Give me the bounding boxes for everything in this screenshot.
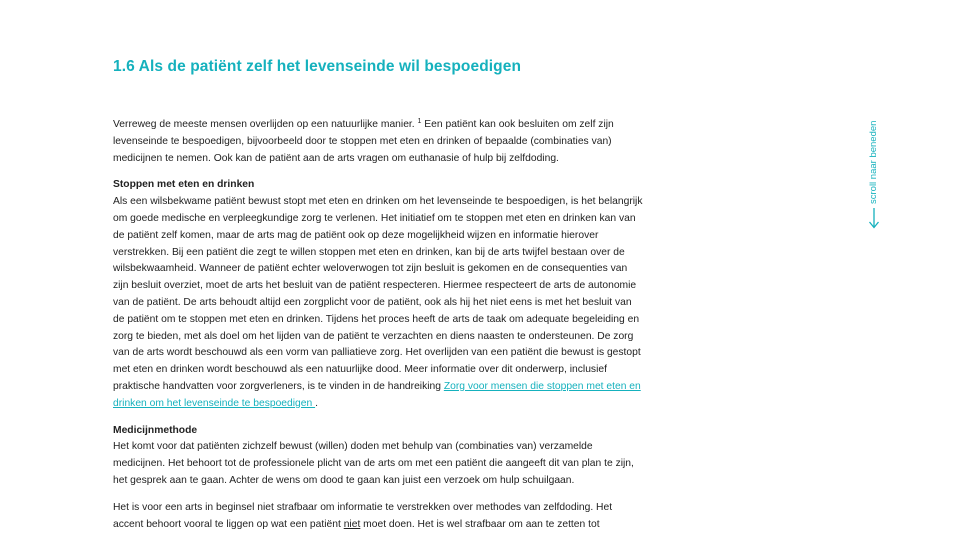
- footnote-marker[interactable]: 1: [417, 118, 422, 125]
- stoppen-paragraph: [113, 194, 643, 412]
- stoppen-end: .: [315, 397, 318, 409]
- scroll-label: scroll naar beneden: [868, 120, 879, 204]
- subheading-medicijnmethode: Medicijnmethode: [113, 424, 198, 436]
- intro-text-a: Verreweg de meeste mensen overlijden op een natuurlijke manier.: [113, 119, 418, 130]
- closing-text-a: Het is voor een arts in beginsel niet strafbaar om informatie te verstrekken over methodes van zelfdoding. Het accent behoort vooral te liggen op wat een patiënt: [113, 501, 613, 530]
- closing-text-b: moet doen. Het is wel strafbaar om aan te zetten tot: [360, 518, 600, 530]
- body-text: [113, 117, 643, 543]
- scroll-hint[interactable]: [862, 116, 886, 232]
- handreiking-link[interactable]: Zorg voor mensen die stoppen met eten en drinken om het levenseinde te bespoedigen: [113, 380, 641, 409]
- closing-paragraph: [113, 500, 643, 534]
- section-heading: 1.6 Als de patiënt zelf het levenseinde wil bespoedigen: [113, 58, 522, 75]
- stoppen-body: Als een wilsbekwame patiënt bewust stopt met eten en drinken om het levenseinde te bespoedigen, is het belangrijk om goede medische en verpleegkundige zorg te verlenen. Het initiatief om te stoppen met eten en drinken kan van de patiënt zelf komen, maar de arts mag de patiënt ook op deze mogelijkheid wijzen en informatie hierover verstrekken. Bij een patiënt die zegt te willen stoppen met eten en drinken, kan bij de arts twijfel bestaan over de wilsbekwaamheid. Wanneer de patiënt echter weloverwogen tot zijn besluit is gekomen en de consequenties van zijn besluit overziet, moet de arts het besluit van de patiënt respecteren. Hiermee respecteert de arts de autonomie van de patiënt. De arts behoudt altijd een zorgplicht voor de patiënt, ook als hij het niet eens is met het besluit van de patiënt om te stoppen met eten en drinken. Tijdens het proces heeft de arts de taak om adequate begeleiding en zorg te bieden, met als doel om het lijden van de patiënt te verzachten en diens naasten te ondersteunen. De zorg van de arts wordt beschouwd als een vorm van palliatieve zorg. Het overlijden van een patiënt die bewust is gestopt met eten en drinken wordt beschouwd als een natuurlijke dood. Meer informatie over dit onderwerp, inclusief praktische handvatten voor zorgverleners, is te vinden in de handreiking: [113, 196, 643, 392]
- medicijn-paragraph: Het komt voor dat patiënten zichzelf bewust (willen) doden met behulp van (combinaties van) verzamelde medicijnen. Het behoort tot de professionele plicht van de arts om met een patiënt die aangeeft dit van plan te zijn, het gesprek aan te gaan. Achter de wens om dood te gaan kan juist een verzoek om hulp schuilgaan.: [113, 441, 634, 486]
- subheading-stoppen: Stoppen met eten en drinken: [113, 179, 255, 191]
- arrow-down-icon: [867, 207, 881, 229]
- intro-paragraph: [113, 117, 643, 167]
- emphasis-niet: niet: [343, 518, 361, 530]
- intro-text-b: Een patiënt kan ook besluiten om zelf zijn levenseinde te bespoedigen, bijvoorbeeld door te stoppen met eten en drinken of bepaalde (combinaties van) medicijnen te nemen. Ook kan de patiënt aan de arts vragen om euthanasie of hulp bij zelfdoding.: [113, 119, 614, 164]
